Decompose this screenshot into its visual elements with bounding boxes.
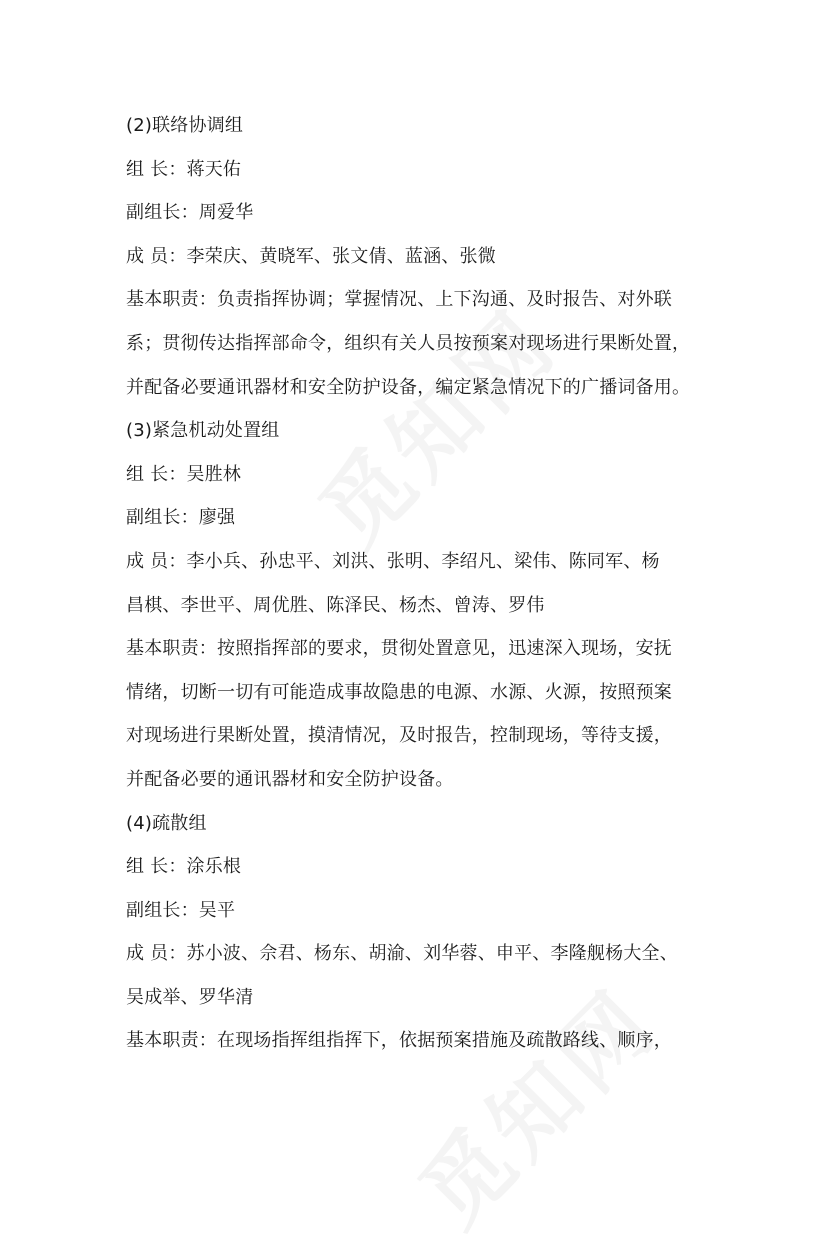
emergency-duties-line-2: 情绪，切断一切有可能造成事故隐患的电源、水源、火源，按照预案 [126,681,672,703]
evacuation-duties-line-1: 基本职责：在现场指挥组指挥下，依据预案措施及疏散路线、顺序， [126,1030,672,1052]
emergency-members-line-1: 成 员：李小兵、孙忠平、刘洪、张明、李绍凡、梁伟、陈同军、杨 [126,550,660,572]
emergency-duties-line-4: 并配备必要的通讯器材和安全防护设备。 [126,768,454,790]
emergency-members-line-2: 昌棋、李世平、周优胜、陈泽民、杨杰、曾涛、罗伟 [126,594,545,616]
emergency-leader: 组 长：吴胜林 [126,463,242,485]
emergency-duties-line-1: 基本职责：按照指挥部的要求，贯彻处置意见，迅速深入现场，安抚 [126,638,672,660]
document-body [126,104,726,1063]
section-heading-emergency: (3)紧急机动处置组 [126,420,280,442]
section-heading-liaison: (2)联络协调组 [126,115,244,136]
emergency-duties-line-3: 对现场进行果断处置，摸清情况，及时报告，控制现场，等待支援， [126,725,672,747]
evacuation-members-line-1: 成 员：苏小波、佘君、杨东、胡渝、刘华蓉、申平、李隆舰杨大全、 [126,943,678,965]
liaison-duties-line-2: 系；贯彻传达指挥部命令，组织有关人员按预案对现场进行果断处置， [126,332,691,354]
liaison-deputy-leader: 副组长：周爱华 [126,202,254,224]
liaison-duties-line-3: 并配备必要通讯器材和安全防护设备，编定紧急情况下的广播词备用。 [126,376,691,398]
evacuation-deputy-leader: 副组长：吴平 [126,899,236,921]
liaison-members: 成 员：李荣庆、黄晓军、张文倩、蓝涵、张微 [126,245,496,267]
evacuation-members-line-2: 吴成举、罗华清 [126,986,254,1008]
liaison-leader: 组 长：蒋天佑 [126,158,242,180]
evacuation-leader: 组 长：涂乐根 [126,856,242,878]
liaison-duties-line-1: 基本职责：负责指挥协调；掌握情况、上下沟通、及时报告、对外联 [126,289,672,311]
section-heading-evacuation: (4)疏散组 [126,812,207,834]
emergency-deputy-leader: 副组长：廖强 [126,507,236,529]
